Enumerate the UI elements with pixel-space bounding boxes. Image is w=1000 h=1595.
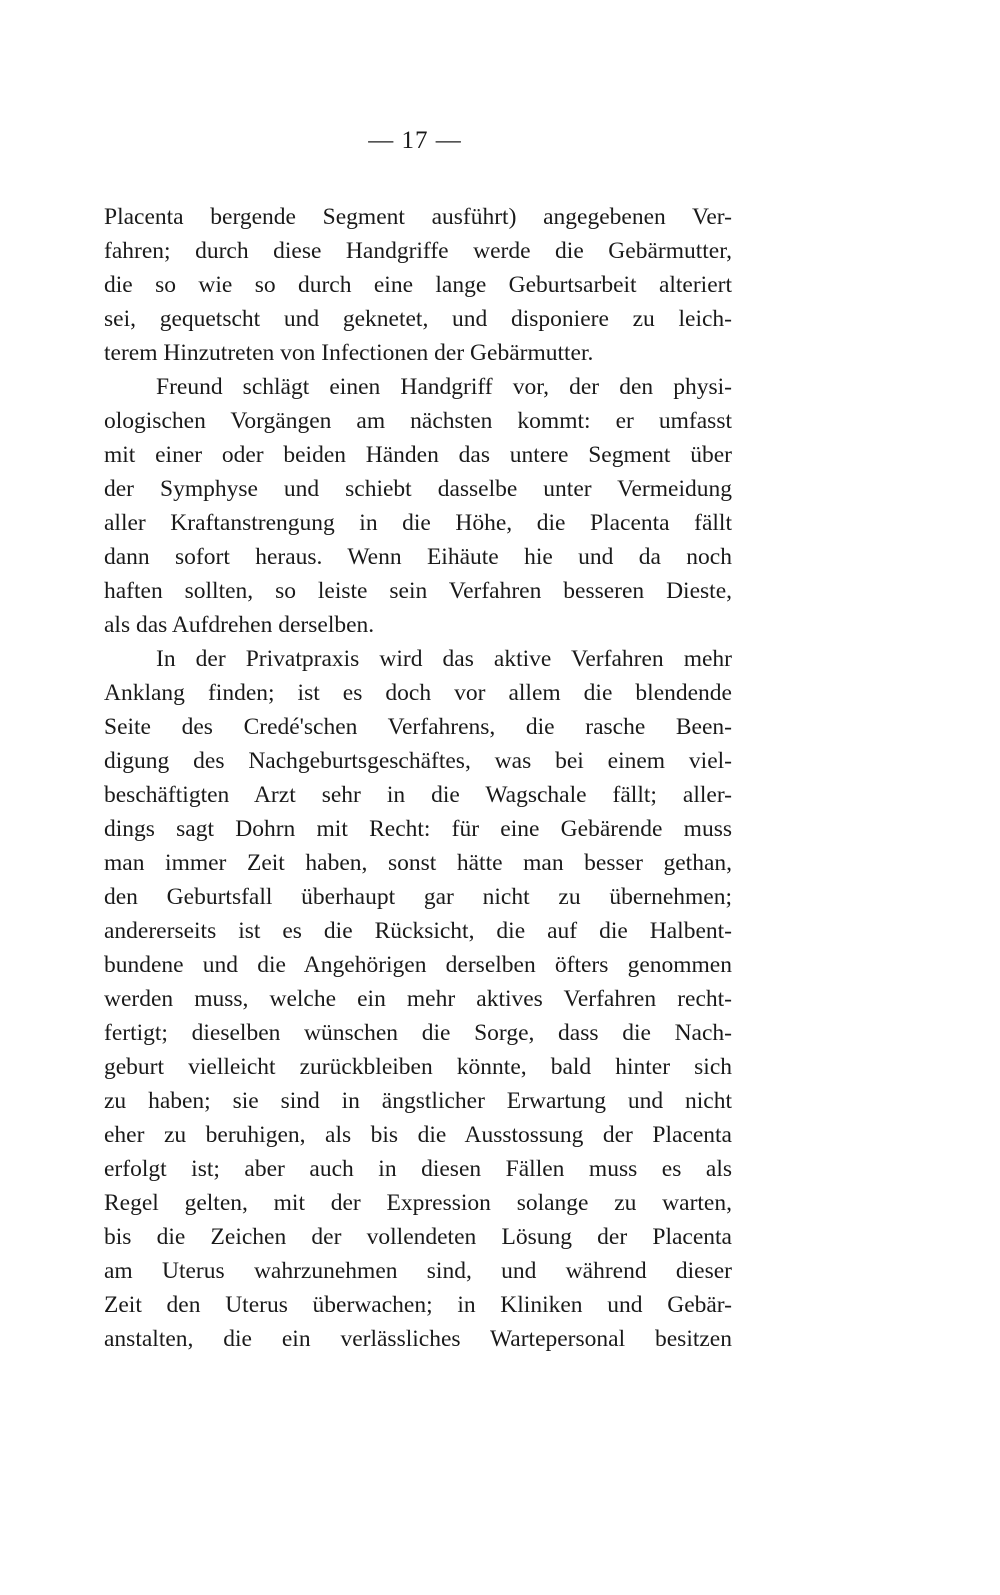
page-number: — 17 —: [368, 127, 462, 154]
text-line: terem Hinzutreten von Infectionen der Gebärmutter.: [104, 340, 594, 366]
text-line: die so wie so durch eine lange Geburtsarbeit alteriert: [104, 272, 732, 298]
text-line: dann sofort heraus. Wenn Eihäute hie und da noch: [104, 544, 732, 570]
text-line: fahren; durch diese Handgriffe werde die Gebärmutter,: [104, 238, 732, 264]
text-line: den Geburtsfall überhaupt gar nicht zu übernehmen;: [104, 884, 732, 910]
text-line: Regel gelten, mit der Expression solange zu warten,: [104, 1190, 732, 1216]
text-line: Freund schlägt einen Handgriff vor, der den physi-: [156, 374, 732, 400]
text-line: geburt vielleicht zurückbleiben könnte, bald hinter sich: [104, 1054, 732, 1080]
text-line: beschäftigten Arzt sehr in die Wagschale fällt; aller-: [104, 782, 732, 808]
text-line: anstalten, die ein verlässliches Wartepersonal besitzen: [104, 1326, 732, 1352]
text-line: fertigt; dieselben wünschen die Sorge, dass die Nach-: [104, 1020, 732, 1046]
text-line: mit einer oder beiden Händen das untere Segment über: [104, 442, 732, 468]
text-line: bis die Zeichen der vollendeten Lösung der Placenta: [104, 1224, 732, 1250]
text-line: am Uterus wahrzunehmen sind, und während dieser: [104, 1258, 732, 1284]
text-line: andererseits ist es die Rücksicht, die auf die Halbent-: [104, 918, 732, 944]
text-line: als das Aufdrehen derselben.: [104, 612, 375, 638]
text-line: man immer Zeit haben, sonst hätte man besser gethan,: [104, 850, 732, 876]
text-line: sei, gequetscht und geknetet, und disponiere zu leich-: [104, 306, 732, 332]
text-line: haften sollten, so leiste sein Verfahren besseren Dieste,: [104, 578, 732, 604]
text-line: In der Privatpraxis wird das aktive Verfahren mehr: [156, 646, 732, 672]
text-line: ologischen Vorgängen am nächsten kommt: er umfasst: [104, 408, 732, 434]
text-line: Placenta bergende Segment ausführt) angegebenen Ver-: [104, 204, 732, 230]
text-line: Zeit den Uterus überwachen; in Kliniken und Gebär-: [104, 1292, 732, 1318]
text-line: eher zu beruhigen, als bis die Ausstossung der Placenta: [104, 1122, 732, 1148]
text-line: dings sagt Dohrn mit Recht: für eine Gebärende muss: [104, 816, 732, 842]
text-line: Anklang finden; ist es doch vor allem die blendende: [104, 680, 732, 706]
text-line: der Symphyse und schiebt dasselbe unter Vermeidung: [104, 476, 732, 502]
text-line: werden muss, welche ein mehr aktives Verfahren recht-: [104, 986, 732, 1012]
text-line: digung des Nachgeburtsgeschäftes, was bei einem viel-: [104, 748, 732, 774]
text-line: erfolgt ist; aber auch in diesen Fällen muss es als: [104, 1156, 732, 1182]
text-line: aller Kraftanstrengung in die Höhe, die Placenta fällt: [104, 510, 732, 536]
text-line: zu haben; sie sind in ängstlicher Erwartung und nicht: [104, 1088, 732, 1114]
text-line: bundene und die Angehörigen derselben öfters genommen: [104, 952, 732, 978]
body-text: [104, 200, 732, 1356]
text-line: Seite des Credé'schen Verfahrens, die rasche Been-: [104, 714, 732, 740]
